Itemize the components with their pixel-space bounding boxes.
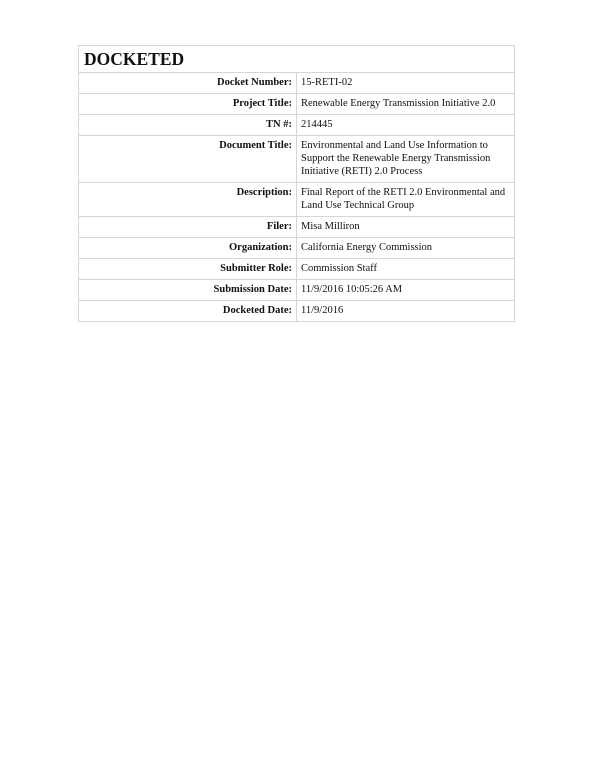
docket-number-value: 15-RETI-02 xyxy=(297,73,515,94)
table-row xyxy=(79,259,515,280)
docket-info-table xyxy=(78,45,515,322)
docketed-date-label: Docketed Date: xyxy=(79,301,297,322)
docket-number-label: Docket Number: xyxy=(79,73,297,94)
docket-header-row xyxy=(79,46,515,73)
table-row xyxy=(79,238,515,259)
project-title-label: Project Title: xyxy=(79,94,297,115)
submitter-role-label: Submitter Role: xyxy=(79,259,297,280)
table-row xyxy=(79,136,515,183)
tn-value: 214445 xyxy=(297,115,515,136)
submitter-role-value: Commission Staff xyxy=(297,259,515,280)
table-row xyxy=(79,94,515,115)
description-value: Final Report of the RETI 2.0 Environmental and Land Use Technical Group xyxy=(297,183,515,217)
table-row xyxy=(79,280,515,301)
table-row xyxy=(79,301,515,322)
table-row xyxy=(79,115,515,136)
project-title-value: Renewable Energy Transmission Initiative 2.0 xyxy=(297,94,515,115)
description-label: Description: xyxy=(79,183,297,217)
tn-label: TN #: xyxy=(79,115,297,136)
document-title-value: Environmental and Land Use Information to Support the Renewable Energy Transmission Initiative (RETI) 2.0 Process xyxy=(297,136,515,183)
table-row xyxy=(79,183,515,217)
organization-value: California Energy Commission xyxy=(297,238,515,259)
document-title-label: Document Title: xyxy=(79,136,297,183)
filer-label: Filer: xyxy=(79,217,297,238)
submission-date-value: 11/9/2016 10:05:26 AM xyxy=(297,280,515,301)
table-row xyxy=(79,73,515,94)
filer-value: Misa Milliron xyxy=(297,217,515,238)
docketed-heading: DOCKETED xyxy=(79,46,515,73)
organization-label: Organization: xyxy=(79,238,297,259)
submission-date-label: Submission Date: xyxy=(79,280,297,301)
docketed-date-value: 11/9/2016 xyxy=(297,301,515,322)
table-row xyxy=(79,217,515,238)
